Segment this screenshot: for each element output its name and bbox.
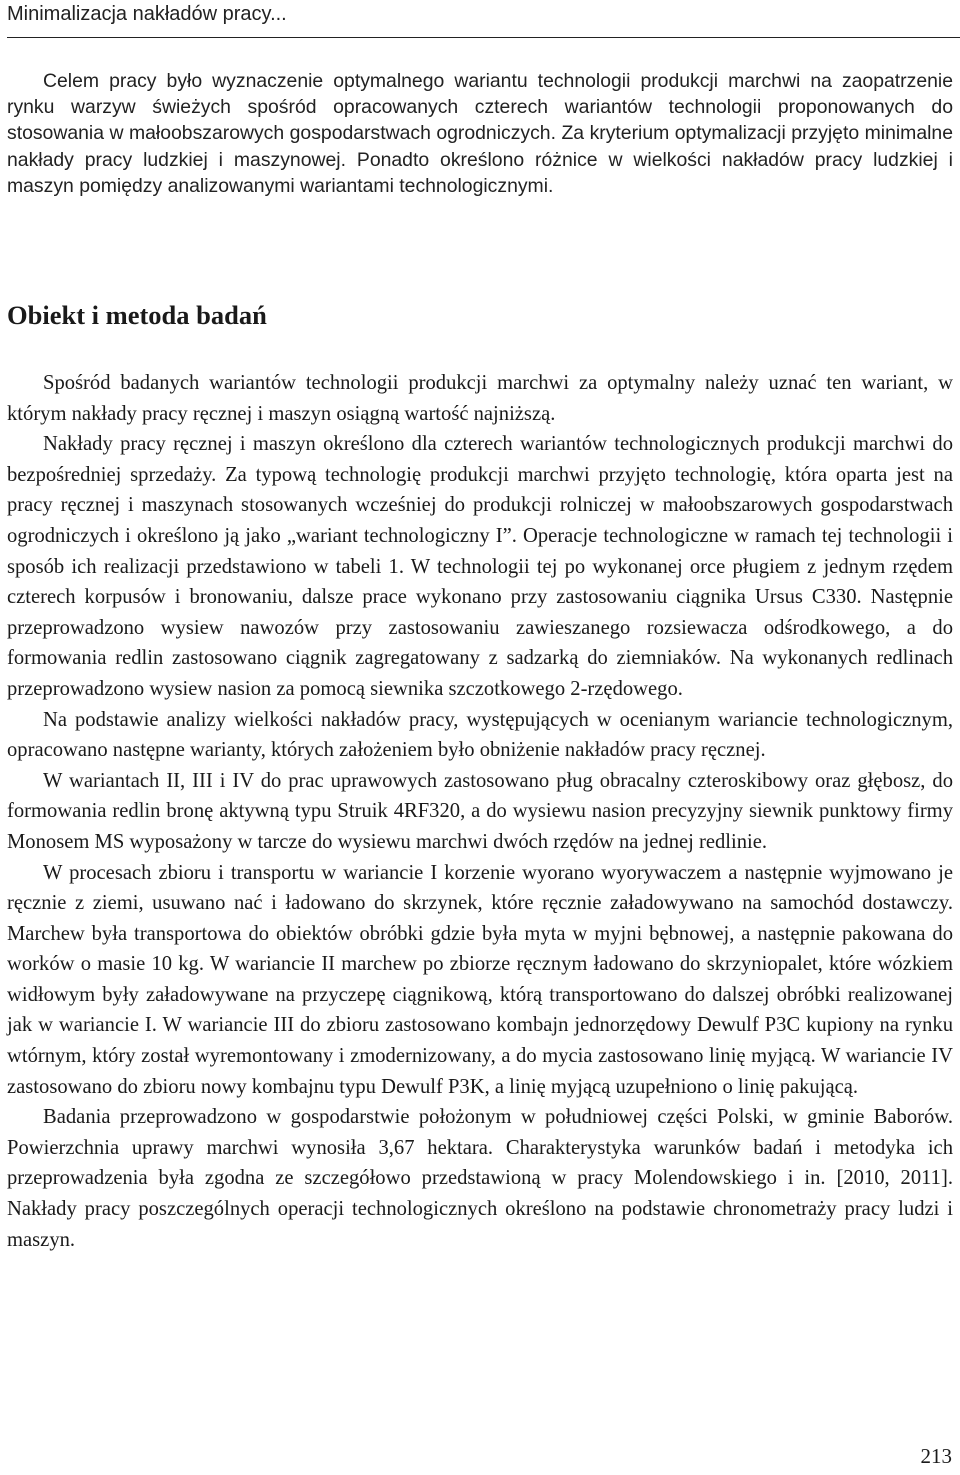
body-paragraph: Badania przeprowadzono w gospodarstwie położonym w południowej części Polski, w gminie Baborów. Powierzchnia uprawy marchwi wynosiła 3,67 hektara. Charakterystyka warunków badań i metodyka ich przeprowadzenia była zgodna ze szczegółowo przedstawioną w pracy Molendowskiego i in. [2010, 2011]. Nakłady pracy poszczególnych operacji technologicznych określono na podstawie chronometraży pracy ludzi i maszyn. bbox=[7, 1106, 953, 1251]
body-paragraph: Nakłady pracy ręcznej i maszyn określono dla czterech wariantów technologicznych produkcji marchwi do bezpośredniej sprzedaży. Za typową technologię produkcji marchwi przyjęto technologię, która oparta jest na pracy ręcznej i maszynach stosowanych wcześniej do produkcji rolniczej w małoobszarowych gospodarstwach ogrodniczych i określono ją jako „wariant technologiczny I”. Operacje technologiczne w ramach tej technologii i sposób ich realizacji przedstawiono w tabeli 1. W technologii tej po wykonanej orce pługiem z jednym rzędem czterech korpusów i bronowaniu, dalsze prace wykonano przy zastosowaniu ciągnika Ursus C330. Następnie przeprowadzono wysiew nawozów przy zastosowaniu zawieszanego rozsiewacza odśrodkowego, a do formowania redlin zastosowano ciągnik zagregatowany z sadzarką do ziemniaków. Na wykonanych redlinach przeprowadzono wysiew nasion za pomocą siewnika szczotkowego 2-rzędowego. bbox=[7, 433, 953, 700]
body-paragraph: W procesach zbioru i transportu w wariancie I korzenie wyorano wyorywaczem a następnie wyjmowano je ręcznie z ziemi, usuwano nać i ładowano do skrzynek, które ręcznie załadowywano na samochód dostawczy. Marchew była transportowa do obiektów obróbki gdzie była myta w myjni bębnowej, a następnie pakowana do worków o masie 10 kg. W wariancie II marchew po zbiorze ręcznym ładowano do skrzyniopalet, które wózkiem widłowym były załadowywane na przyczepę ciągnikową, którą transportowano do dalszej obróbki realizowanej jak w wariancie I. W wariancie III do zbioru zastosowano kombajn jednorzędowy Dewulf P3C kupiony na rynku wtórnym, który został wyremontowany i zmodernizowany, a do mycia zastosowano linię myjącą. W wariancie IV zastosowano do zbioru nowy kombajnu typu Dewulf P3K, a linię myjącą uzupełniono o linię pakującą. bbox=[7, 861, 953, 1098]
abstract bbox=[7, 68, 953, 199]
body-paragraph: W wariantach II, III i IV do prac uprawowych zastosowano pług obracalny czteroskibowy oraz głębosz, do formowania redlin bronę aktywną typu Struik 4RF320, a do wysiewu nasion precyzyjny siewnik punktowy firmy Monosem MS wyposażony w tarcze do wysiewu marchwi dwóch rzędów na jednej redlinie. bbox=[7, 769, 953, 853]
page-number: 213 bbox=[920, 1444, 952, 1468]
header-rule bbox=[7, 37, 960, 38]
abstract-paragraph: Celem pracy było wyznaczenie optymalnego wariantu technologii produkcji marchwi na zaopatrzenie rynku warzyw świeżych spośród opracowanych czterech wariantów technologii proponowanych do stosowania w małoobszarowych gospodarstwach ogrodniczych. Za kryterium optymalizacji przyjęto minimalne nakłady pracy ludzkiej i maszynowej. Ponadto określono różnice w wielkości nakładów pracy ludzkiej i maszyn pomiędzy analizowanymi wariantami technologicznymi. bbox=[7, 70, 953, 197]
running-header: Minimalizacja nakładów pracy... bbox=[7, 3, 287, 25]
body-paragraph: Spośród badanych wariantów technologii produkcji marchwi za optymalny należy uznać ten wariant, w którym nakłady pracy ręcznej i maszyn osiągną wartość najniższą. bbox=[7, 372, 953, 425]
section-body bbox=[7, 368, 953, 1255]
body-paragraph: Na podstawie analizy wielkości nakładów pracy, występujących w ocenianym wariancie technologicznym, opracowano następne warianty, których założeniem było obniżenie nakładów pracy ręcznej. bbox=[7, 708, 953, 762]
section-heading: Obiekt i metoda badań bbox=[7, 300, 267, 330]
